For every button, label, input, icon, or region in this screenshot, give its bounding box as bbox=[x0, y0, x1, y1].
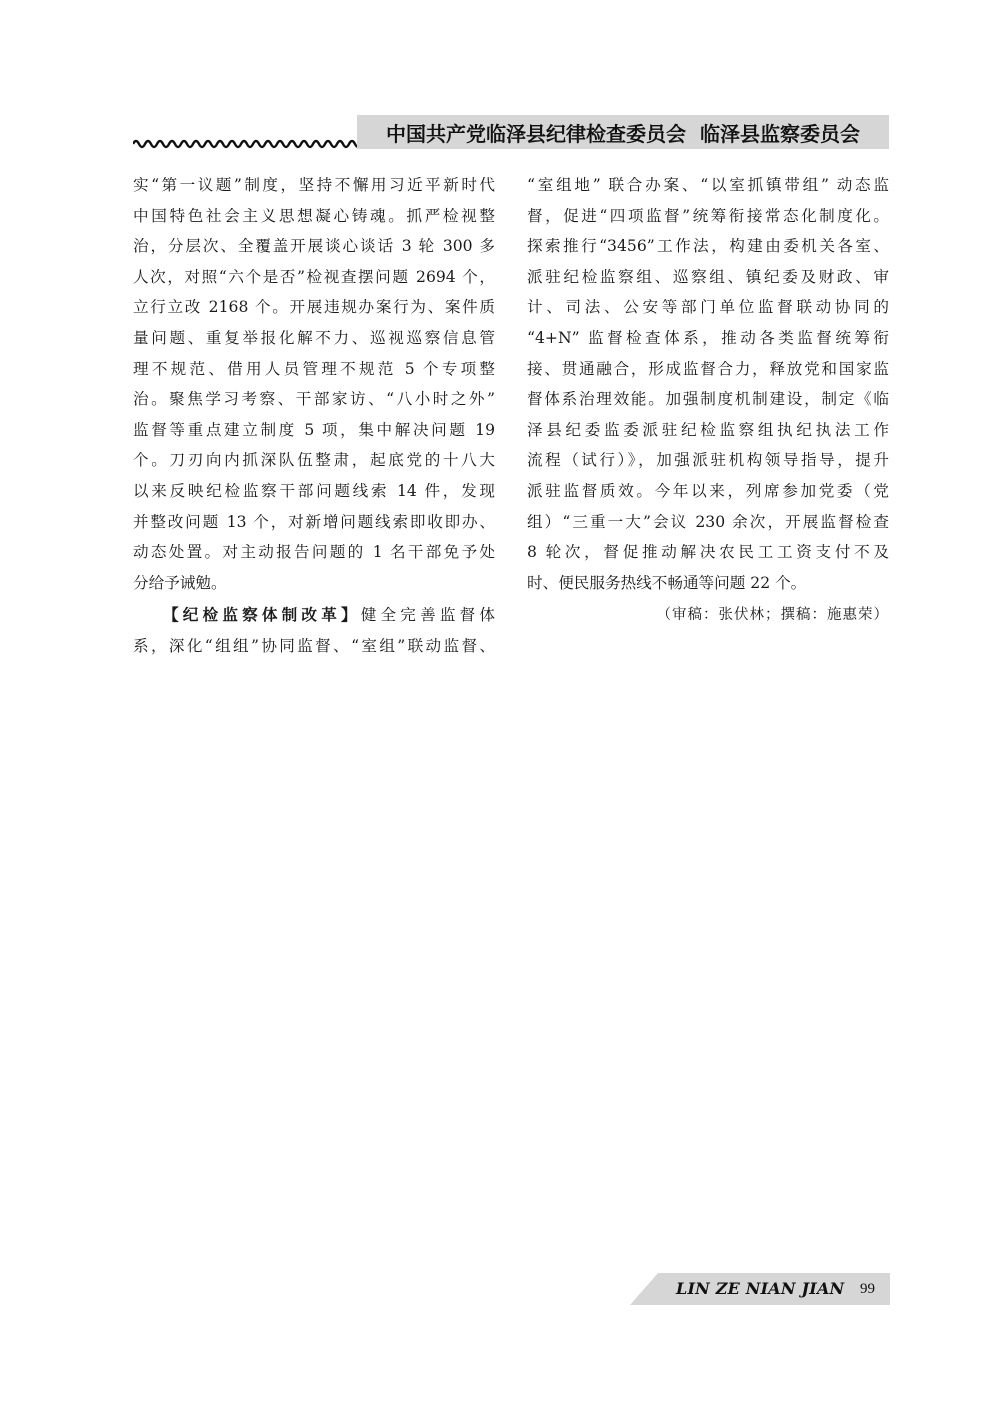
text-line: 派驻监督质效。今年以来，列席参加党委（党 bbox=[527, 482, 889, 500]
footer-title: LIN ZE NIAN JIAN bbox=[676, 1279, 845, 1298]
header-decorative-wave bbox=[133, 136, 361, 150]
text-line: 治，分层次、全覆盖开展谈心谈话 3 轮 300 多 bbox=[133, 237, 495, 256]
text-line: 8 轮次，督促推动解决农民工工资支付不及 bbox=[527, 543, 889, 562]
text-line: 督，促进“四项监督”统筹衔接常态化制度化。 bbox=[527, 206, 889, 225]
text-line: 人次，对照“六个是否”检视查摆问题 2694 个， bbox=[133, 267, 495, 286]
text-line: 流程（试行）》，加强派驻机构领导指导，提升 bbox=[527, 451, 889, 470]
text-line: 系，深化“组组”协同监督、“室组”联动监督、 bbox=[133, 636, 495, 655]
text-line: 监督等重点建立制度 5 项，集中解决问题 19 bbox=[133, 420, 495, 439]
text-line: 派驻纪检监察组、巡察组、镇纪委及财政、审 bbox=[527, 267, 889, 286]
text-line: 立行立改 2168 个。开展违规办案行为、案件质 bbox=[133, 298, 495, 317]
text-line: 个。刀刃向内抓深队伍整肃，起底党的十八大 bbox=[133, 451, 495, 470]
text-line: “4+N” 监督检查体系，推动各类监督统筹衔 bbox=[527, 329, 889, 347]
page-header bbox=[357, 115, 889, 149]
header-title: 中国共产党临泽县纪律检查委员会 临泽县监察委员会 bbox=[386, 121, 860, 146]
text-line: 泽县纪委监委派驻纪检监察组执纪执法工作 bbox=[527, 420, 889, 439]
page-number: 99 bbox=[860, 1281, 875, 1297]
text-line: “室组地” 联合办案、“以室抓镇带组” 动态监 bbox=[527, 176, 889, 194]
text-line: 时、便民服务热线不畅通等问题 22 个。 bbox=[527, 573, 807, 592]
text-line: 中国特色社会主义思想凝心铸魂。抓严检视整 bbox=[133, 206, 495, 225]
text-line: 分给予诫勉。 bbox=[133, 573, 227, 592]
text-line: 组）“三重一大”会议 230 余次，开展监督检查 bbox=[527, 512, 889, 531]
text-line: 理不规范、借用人员管理不规范 5 个专项整 bbox=[133, 359, 495, 378]
text-line: 督体系治理效能。加强制度机制建设，制定《临 bbox=[527, 390, 889, 409]
credit-line: （审稿：张伏林；撰稿：施惠荣） bbox=[656, 607, 889, 623]
text-line: 实“第一议题”制度，坚持不懈用习近平新时代 bbox=[133, 176, 495, 194]
section-text: 健全完善监督体 bbox=[360, 606, 495, 624]
text-line: 并整改问题 13 个，对新增问题线索即收即办、 bbox=[133, 512, 495, 531]
text-line: 以来反映纪检监察干部问题线索 14 件，发现 bbox=[133, 482, 495, 500]
section-title: 【纪检监察体制改革】 bbox=[163, 606, 361, 624]
section-first-line bbox=[133, 603, 495, 627]
text-line: 接、贯通融合，形成监督合力，释放党和国家监 bbox=[527, 359, 889, 378]
text-line: 探索推行“3456”工作法，构建由委机关各室、 bbox=[527, 237, 889, 256]
text-line: 计、司法、公安等部门单位监督联动协同的 bbox=[527, 298, 889, 317]
text-line: 治。聚焦学习考察、干部家访、“八小时之外” bbox=[133, 390, 495, 409]
text-line: 量问题、重复举报化解不力、巡视巡察信息管 bbox=[133, 329, 495, 347]
text-line: 动态处置。对主动报告问题的 1 名干部免予处 bbox=[133, 543, 495, 562]
